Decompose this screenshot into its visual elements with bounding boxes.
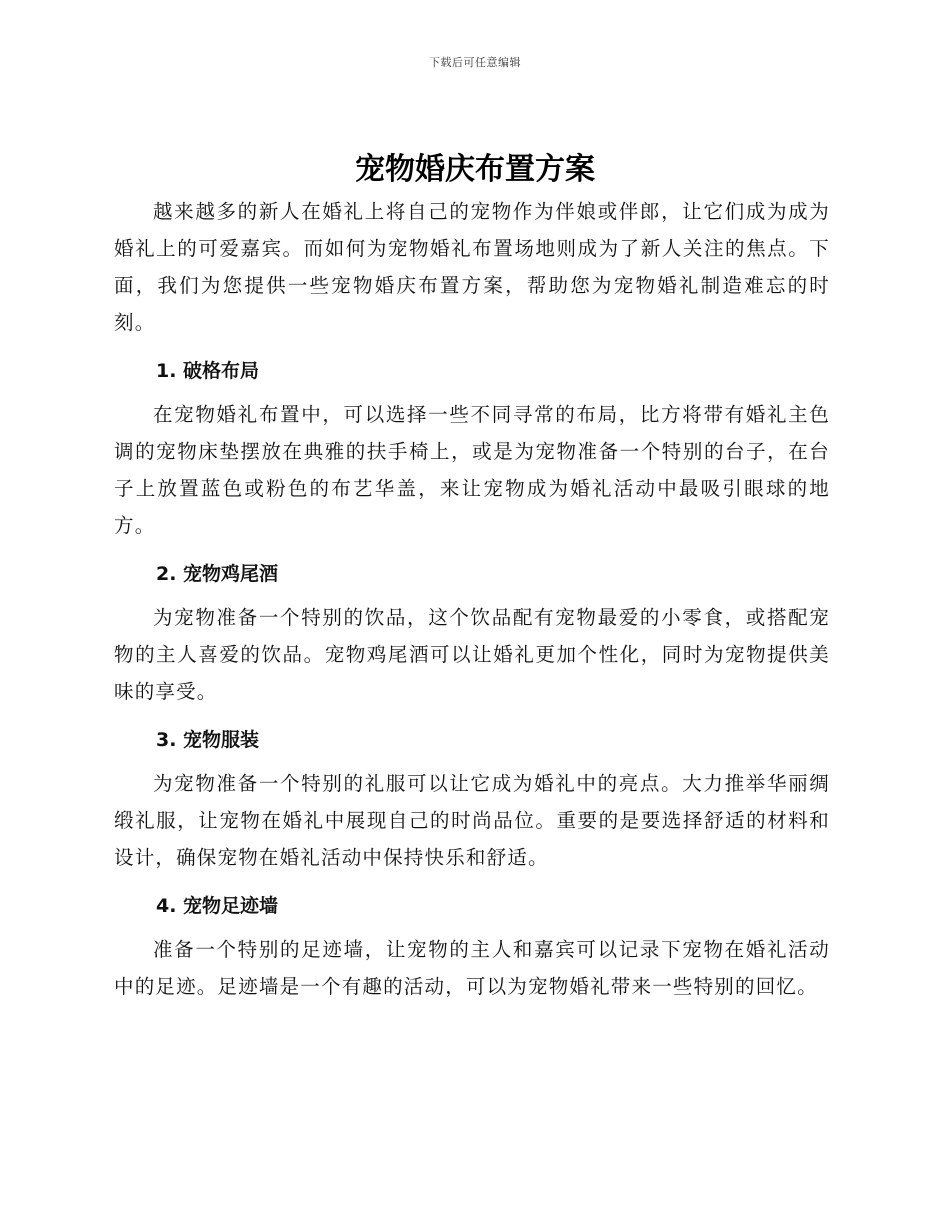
section-heading: 1. 破格布局 bbox=[156, 360, 260, 382]
section-paragraph: 为宠物准备一个特别的礼服可以让它成为婚礼中的亮点。大力推举华丽绸缎礼服，让宠物在婚礼中展现自己的时尚品位。重要的是要选择舒适的材料和设计，确保宠物在婚礼活动中保持快乐和舒适。 bbox=[114, 772, 830, 869]
section-paragraph: 准备一个特别的足迹墙，让宠物的主人和嘉宾可以记录下宠物在婚礼活动中的足迹。足迹墙是一个有趣的活动，可以为宠物婚礼带来一些特别的回忆。 bbox=[114, 938, 830, 998]
header-note: 下载后可任意编辑 bbox=[429, 56, 521, 69]
section-paragraph: 为宠物准备一个特别的饮品，这个饮品配有宠物最爱的小零食，或搭配宠物的主人喜爱的饮品。宠物鸡尾酒可以让婚礼更加个性化，同时为宠物提供美味的享受。 bbox=[114, 606, 830, 703]
section-paragraph: 在宠物婚礼布置中，可以选择一些不同寻常的布局，比方将带有婚礼主色调的宠物床垫摆放在典雅的扶手椅上，或是为宠物准备一个特别的台子，在台子上放置蓝色或粉色的布艺华盖，来让宠物成为婚礼活动中最吸引眼球的地方。 bbox=[114, 403, 830, 537]
section-heading: 4. 宠物足迹墙 bbox=[156, 895, 279, 917]
intro-paragraph: 越来越多的新人在婚礼上将自己的宠物作为伴娘或伴郎，让它们成为成为婚礼上的可爱嘉宾。而如何为宠物婚礼布置场地则成为了新人关注的焦点。下面，我们为您提供一些宠物婚庆布置方案，帮助您为宠物婚礼制造难忘的时刻。 bbox=[114, 200, 830, 334]
section-heading: 3. 宠物服装 bbox=[156, 729, 260, 751]
document-title: 宠物婚庆布置方案 bbox=[355, 152, 595, 187]
document-body bbox=[114, 193, 830, 1005]
section-heading: 2. 宠物鸡尾酒 bbox=[156, 563, 279, 585]
